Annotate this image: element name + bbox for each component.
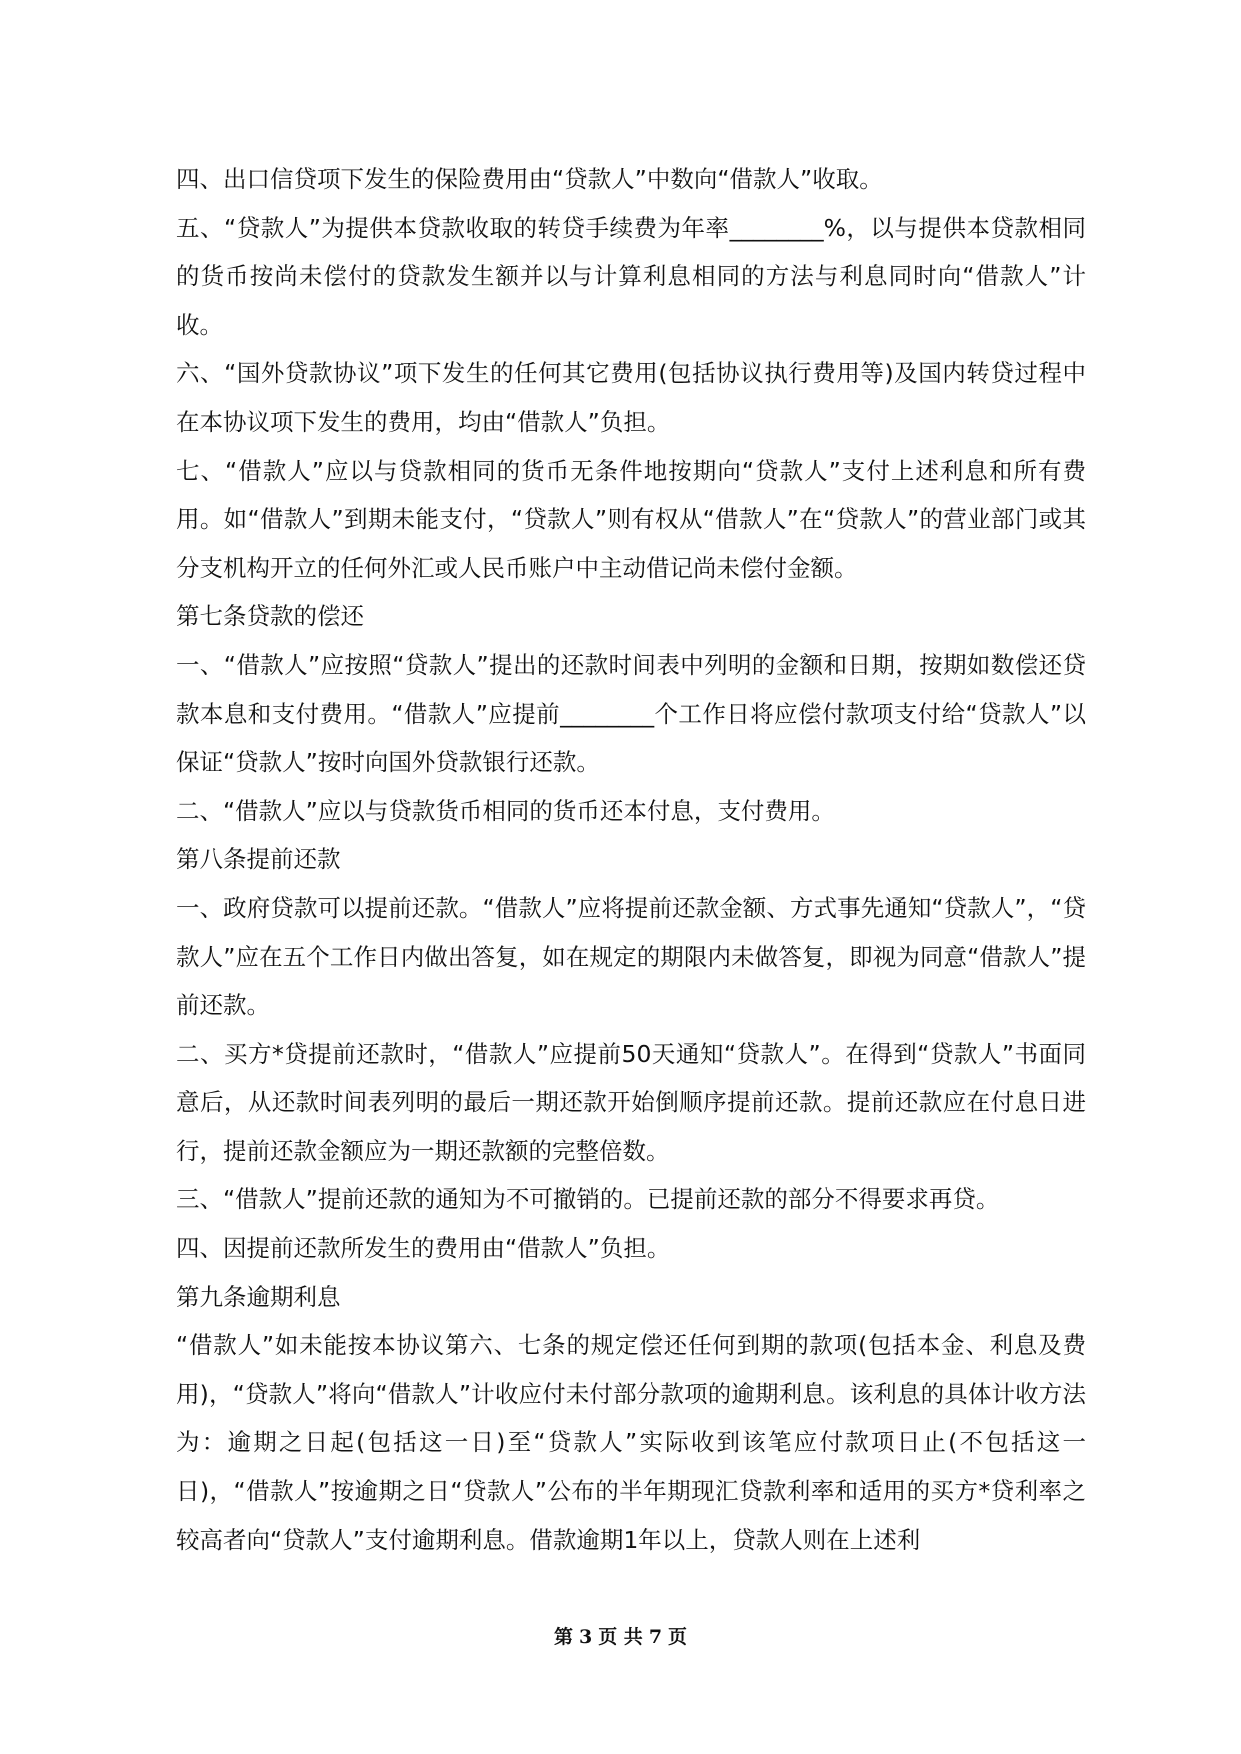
paragraph-overdue-interest: “借款人”如未能按本协议第六、七条的规定偿还任何到期的款项(包括本金、利息及费用)，“贷款人”将向“借款人”计收应付未付部分款项的逾期利息。该利息的具体计收方法为：逾期之日起(包括这一日)至“贷款人”实际收到该笔应付款项日止(不包括这一日)，“借款人”按逾期之日“贷款人”公布的半年期现汇贷款利率和适用的买方*贷利率之较高者向“贷款人”支付逾期利息。借款逾期1年以上，贷款人则在上述利 [176, 1331, 1086, 1554]
footer-middle: 页 共 [598, 1626, 643, 1648]
heading-article-8: 第八条提前还款 [176, 845, 341, 874]
heading-article-7: 第七条贷款的偿还 [176, 602, 364, 631]
heading-article-9: 第九条逾期利息 [176, 1282, 341, 1311]
paragraph-insurance-fee: 四、出口信贷项下发生的保险费用由“贷款人”中数向“借款人”收取。 [176, 165, 883, 193]
document-body [176, 155, 1086, 1564]
footer-page-number: 3 [578, 1626, 593, 1648]
paragraph-other-fees: 六、“国外贷款协议”项下发生的任何其它费用(包括协议执行费用等)及国内转贷过程中在本协议项下发生的费用，均由“借款人”负担。 [176, 359, 1086, 436]
paragraph-payment-obligation: 七、“借款人”应以与贷款相同的货币无条件地按期向“贷款人”支付上述利息和所有费用。如“借款人”到期未能支付，“贷款人”则有权从“借款人”在“贷款人”的营业部门或其分支机构开立的任何外汇或人民币账户中主动借记尚未偿付金额。 [176, 456, 1086, 582]
footer-prefix: 第 [553, 1626, 573, 1648]
paragraph-repayment-currency: 二、“借款人”应以与贷款货币相同的货币还本付息，支付费用。 [176, 796, 835, 825]
paragraph-relending-fee: 五、“贷款人”为提供本贷款收取的转贷手续费为年率________%，以与提供本贷款相同的货币按尚未偿付的贷款发生额并以与计算利息相同的方法与利息同时向“借款人”计收。 [176, 213, 1086, 339]
paragraph-prepayment-irrevocable: 三、“借款人”提前还款的通知为不可撤销的。已提前还款的部分不得要求再贷。 [176, 1185, 1000, 1214]
paragraph-repayment-schedule: 一、“借款人”应按照“贷款人”提出的还款时间表中列明的金额和日期，按期如数偿还贷款本息和支付费用。“借款人”应提前________个工作日将应偿付款项支付给“贷款人”以保证“贷款人”按时向国外贷款银行还款。 [176, 650, 1086, 777]
footer-total-pages: 7 [648, 1626, 663, 1648]
footer-suffix: 页 [668, 1626, 688, 1648]
paragraph-prepayment-buyer-credit: 二、买方*贷提前还款时，“借款人”应提前50天通知“贷款人”。在得到“贷款人”书面同意后，从还款时间表列明的最后一期还款开始倒顺序提前还款。提前还款应在付息日进行，提前还款金额应为一期还款额的完整倍数。 [176, 1039, 1086, 1165]
paragraph-prepayment-costs: 四、因提前还款所发生的费用由“借款人”负担。 [176, 1234, 671, 1263]
paragraph-prepayment-government: 一、政府贷款可以提前还款。“借款人”应将提前还款金额、方式事先通知“贷款人”，“贷款人”应在五个工作日内做出答复，如在规定的期限内未做答复，即视为同意“借款人”提前还款。 [176, 893, 1086, 1020]
page-footer [0, 1622, 1241, 1649]
